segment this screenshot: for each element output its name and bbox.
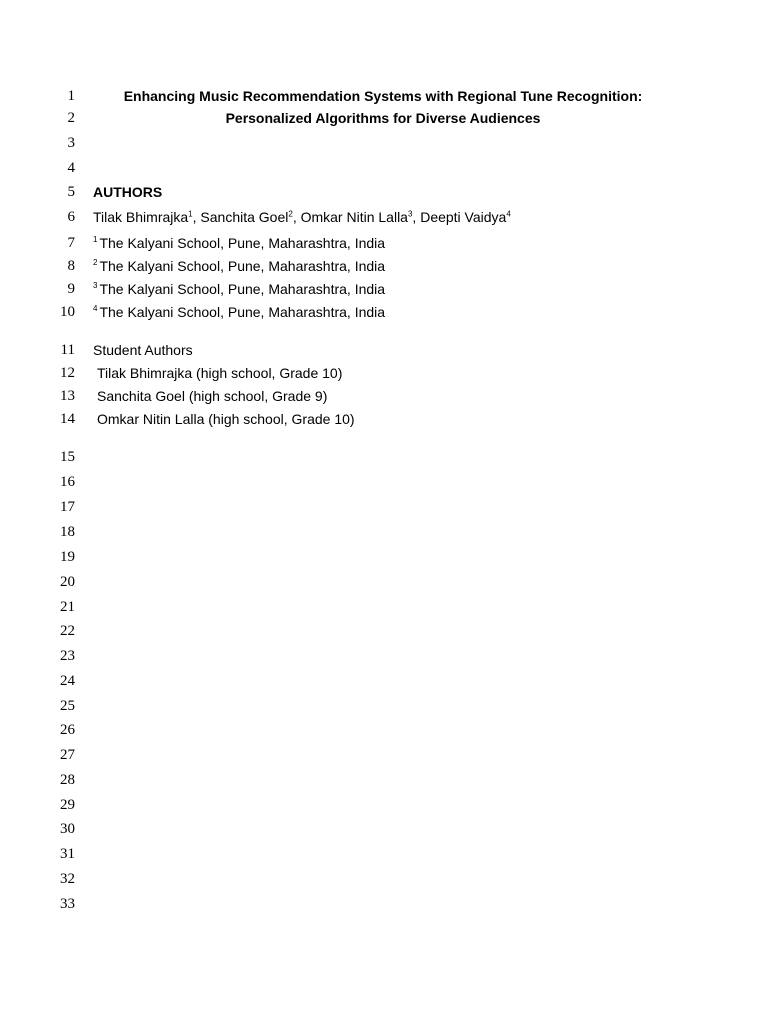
line-number: 33 xyxy=(60,896,75,912)
affiliation-sup: 3 xyxy=(93,281,98,290)
author-sup: 4 xyxy=(506,209,511,219)
line-number: 28 xyxy=(60,772,75,788)
line-number: 4 xyxy=(67,160,75,176)
line-number: 6 xyxy=(67,209,75,225)
line-number: 16 xyxy=(60,474,75,490)
line-number: 11 xyxy=(60,342,75,358)
line-number: 2 xyxy=(67,110,75,126)
affiliation-text: The Kalyani School, Pune, Maharashtra, India xyxy=(99,281,386,297)
affiliation xyxy=(93,234,385,255)
line-number: 3 xyxy=(67,135,75,151)
authors-heading: AUTHORS xyxy=(93,184,163,200)
line-number: 31 xyxy=(60,846,75,862)
author-sup: 1 xyxy=(188,209,193,219)
authors-line xyxy=(93,208,511,226)
line-number: 1 xyxy=(67,88,75,104)
affiliation-text: The Kalyani School, Pune, Maharashtra, India xyxy=(99,304,386,320)
student-authors-heading: Student Authors xyxy=(93,342,193,358)
affiliation xyxy=(93,257,385,278)
line-number: 26 xyxy=(60,722,75,738)
author-separator: , xyxy=(192,209,201,225)
line-number: 25 xyxy=(60,698,75,714)
line-number: 19 xyxy=(60,549,75,565)
line-number: 10 xyxy=(60,304,75,320)
affiliation-sup: 4 xyxy=(93,304,98,313)
author-name: Tilak Bhimrajka xyxy=(93,209,189,225)
student-author: Omkar Nitin Lalla (high school, Grade 10) xyxy=(97,411,355,427)
author-name: Sanchita Goel xyxy=(200,209,289,225)
author-separator: , xyxy=(292,209,301,225)
line-number: 17 xyxy=(60,499,75,515)
title-line-2: Personalized Algorithms for Diverse Audiences xyxy=(225,110,541,126)
title-line-1: Enhancing Music Recommendation Systems with Regional Tune Recognition: xyxy=(123,88,643,104)
affiliation-sup: 2 xyxy=(93,258,98,267)
affiliation-text: The Kalyani School, Pune, Maharashtra, India xyxy=(99,258,386,274)
line-number: 14 xyxy=(60,411,75,427)
affiliation xyxy=(93,280,385,301)
line-number: 15 xyxy=(60,449,75,465)
line-number: 8 xyxy=(67,258,75,274)
student-author: Sanchita Goel (high school, Grade 9) xyxy=(97,388,328,404)
line-number: 23 xyxy=(60,648,75,664)
author-sup: 2 xyxy=(288,209,293,219)
affiliation-text: The Kalyani School, Pune, Maharashtra, India xyxy=(99,235,386,251)
author-sup: 3 xyxy=(407,209,413,219)
line-number: 20 xyxy=(60,574,75,590)
line-number: 7 xyxy=(67,235,75,251)
line-number: 32 xyxy=(60,871,75,887)
affiliation xyxy=(93,303,385,324)
author-name: Deepti Vaidya xyxy=(420,209,507,225)
line-number: 24 xyxy=(60,673,75,689)
line-number: 5 xyxy=(67,184,75,200)
line-number: 13 xyxy=(60,388,75,404)
author-separator: , xyxy=(412,209,421,225)
affiliation-sup: 1 xyxy=(93,235,98,244)
line-number: 30 xyxy=(60,821,75,837)
line-number: 29 xyxy=(60,797,75,813)
line-number: 21 xyxy=(60,599,75,615)
line-number: 22 xyxy=(60,623,75,639)
line-number: 12 xyxy=(60,365,75,381)
line-number: 27 xyxy=(60,747,75,763)
student-author: Tilak Bhimrajka (high school, Grade 10) xyxy=(97,365,343,381)
line-number: 18 xyxy=(60,524,75,540)
line-number: 9 xyxy=(67,281,75,297)
author-name: Omkar Nitin Lalla xyxy=(300,209,408,225)
